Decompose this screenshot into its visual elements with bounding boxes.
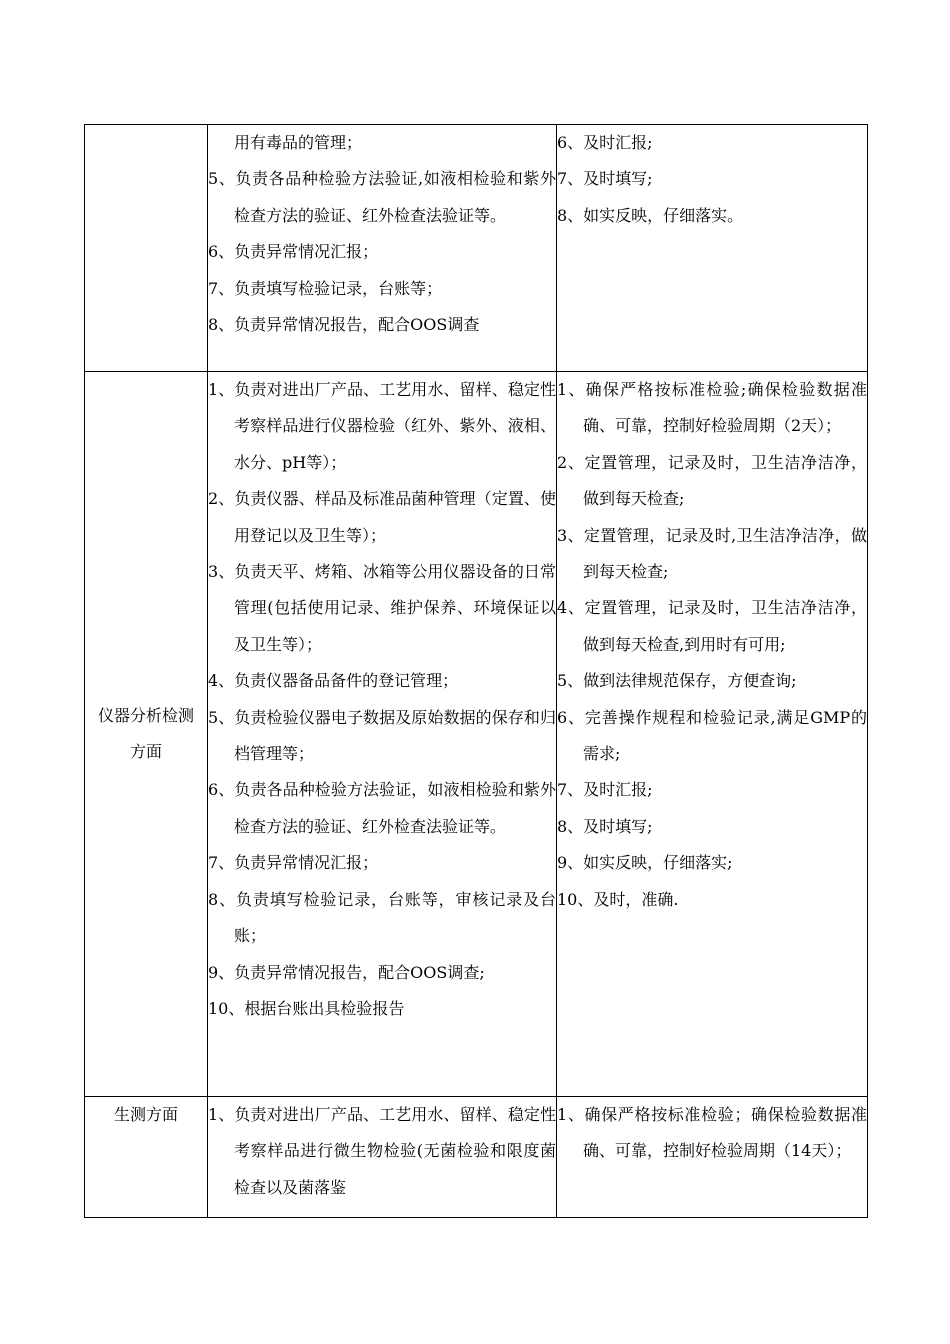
list-item: 9、如实反映，仔细落实; (557, 853, 733, 873)
list-item: 8、负责异常情况报告，配合OOS调查 (208, 315, 480, 335)
list-item: 6、及时汇报; (557, 133, 653, 152)
table-row (85, 1097, 868, 1218)
list-item: 10、根据台账出具检验报告 (208, 998, 405, 1018)
list-item: 5、做到法律规范保存，方便查询; (557, 671, 797, 691)
list-item: 6、完善操作规程和检验记录,满足GMP的需求; (557, 707, 867, 764)
list-item: 6、负责各品种检验方法验证，如液相检验和紫外检查方法的验证、红外检查法验证等。 (208, 780, 556, 836)
list-item: 3、定置管理，记录及时,卫生洁净洁净，做到每天检查; (557, 525, 867, 582)
list-item: 2、定置管理，记录及时，卫生洁净洁净，做到每天检查; (557, 452, 867, 509)
list-item: 5、负责各品种检验方法验证,如液相检验和紫外检查方法的验证、红外检查法验证等。 (208, 169, 556, 225)
list-item: 2、负责仪器、样品及标准品菌种管理（定置、使用登记以及卫生等）； (208, 489, 556, 545)
list-item: 用有毒品的管理； (234, 133, 363, 152)
category-cell: 仪器分析检测方面 (85, 372, 208, 1097)
duties-cell (208, 1097, 557, 1218)
table-row (85, 372, 868, 1097)
list-item: 8、如实反映，仔细落实。 (557, 205, 744, 225)
table-row (85, 125, 868, 372)
category-cell (85, 125, 208, 372)
list-item: 6、负责异常情况汇报； (208, 242, 379, 262)
list-item: 4、负责仪器备品备件的登记管理； (208, 671, 459, 691)
list-item: 4、定置管理，记录及时，卫生洁净洁净，做到每天检查,到用时有可用; (557, 598, 867, 654)
list-item: 1、负责对进出厂产品、工艺用水、留样、稳定性考察样品进行微生物检验(无菌检验和限度菌检查以及菌落鉴 (208, 1105, 556, 1197)
list-item: 1、负责对进出厂产品、工艺用水、留样、稳定性考察样品进行仪器检验（红外、紫外、液相、水分、pH等）； (208, 380, 556, 472)
category-cell: 生测方面 (85, 1097, 208, 1218)
list-item: 8、及时填写; (557, 816, 653, 836)
standards-cell (557, 125, 868, 372)
list-item: 8、负责填写检验记录，台账等，审核记录及台账； (208, 889, 556, 946)
list-item: 7、负责异常情况汇报； (208, 853, 379, 873)
list-item: 7、及时填写; (557, 169, 653, 189)
list-item: 10、及时，准确. (557, 889, 679, 909)
duties-cell (208, 372, 557, 1097)
list-item: 5、负责检验仪器电子数据及原始数据的保存和归档管理等； (208, 707, 556, 764)
list-item: 1、确保严格按标准检验;确保检验数据准确、可靠，控制好检验周期（2天）； (557, 380, 867, 436)
list-item: 3、负责天平、烤箱、冰箱等公用仪器设备的日常管理(包括使用记录、维护保养、环境保证以及卫生等）； (208, 562, 556, 654)
duties-table (84, 124, 868, 1218)
list-item: 9、负责异常情况报告，配合OOS调查; (208, 962, 485, 982)
duties-cell (208, 125, 557, 372)
list-item: 1、确保严格按标准检验；确保检验数据准确、可靠，控制好检验周期（14天）； (557, 1105, 867, 1161)
list-item: 7、及时汇报; (557, 780, 653, 800)
list-item: 7、负责填写检验记录，台账等； (208, 278, 443, 298)
standards-cell (557, 372, 868, 1097)
standards-cell (557, 1097, 868, 1218)
